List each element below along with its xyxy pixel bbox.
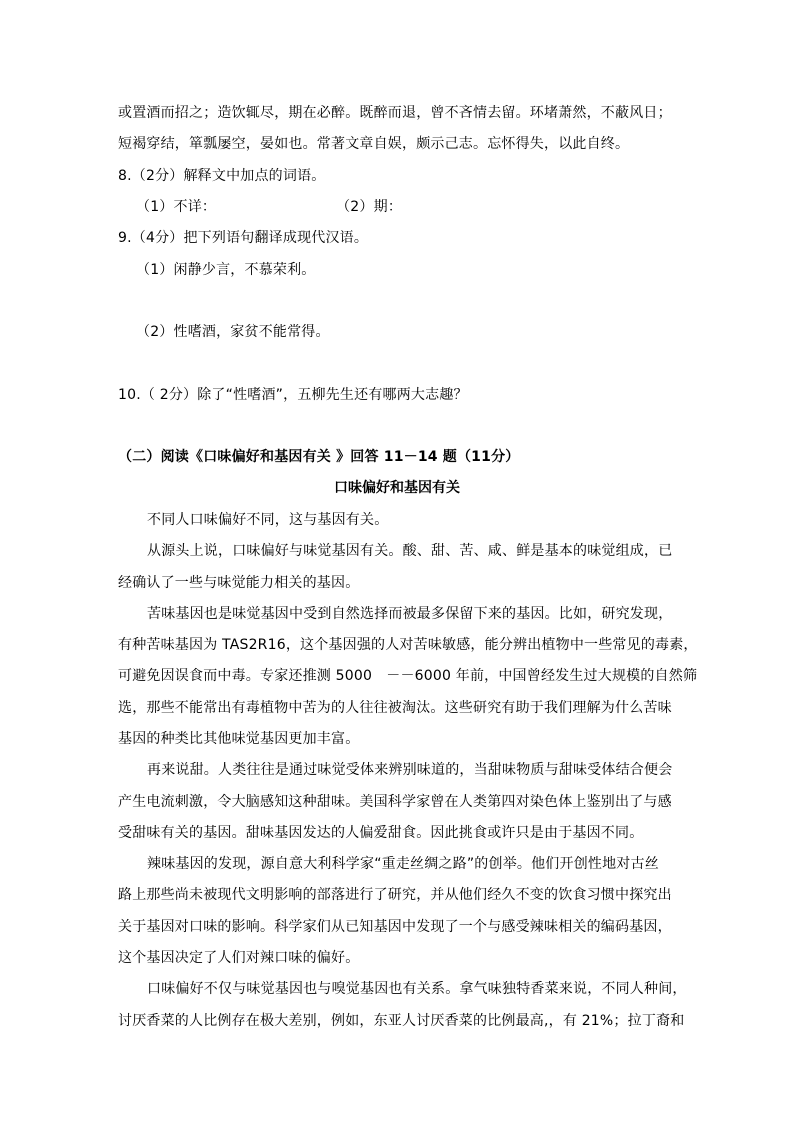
paragraph-2-line-2: 经确认了一些与味觉能力相关的基因。 <box>118 575 360 591</box>
paragraph-3-line-2: 有种苦味基因为 TAS2R16，这个基因强的人对苦味敏感，能分辨出植物中一些常见的毒素， <box>118 637 698 653</box>
question-9-item-1: （1）闲静少言，不慕荣利。 <box>136 262 316 278</box>
question-10-stem: 10.（ 2分）除了“性嗜酒”，五柳先生还有哪两大志趣？ <box>118 387 468 403</box>
paragraph-3-line-5: 基因的种类比其他味觉基因更加丰富。 <box>118 731 360 747</box>
paragraph-4-line-2: 产生电流刺激，令大脑感知这种甜味。美国科学家曾在人类第四对染色体上鉴别出了与感 <box>118 794 672 810</box>
question-8-items <box>136 197 402 217</box>
question-8-stem: 8.（2分）解释文中加点的词语。 <box>118 168 326 184</box>
paragraph-6-line-2: 讨厌香菜的人比例存在极大差别，例如，东亚人讨厌香菜的比例最高,，有 21%；拉丁裔和 <box>118 1013 685 1029</box>
question-9-item-2: （2）性嗜酒，家贫不能常得。 <box>136 324 330 340</box>
paragraph-4-line-1: 再来说甜。人类往往是通过味觉受体来辨别味道的，当甜味物质与甜味受体结合便会 <box>147 762 673 778</box>
paragraph-3-line-3: 可避免因误食而中毒。专家还推测 5000 －－6000 年前，中国曾经发生过大规模的自然筛 <box>118 668 698 684</box>
classical-text-line-2: 短褐穿结，箪瓢屡空，晏如也。常著文章自娱，颇示己志。忘怀得失，以此自终。 <box>118 136 630 152</box>
paragraph-5-line-2: 路上那些尚未被现代文明影响的部落进行了研究，并从他们经久不变的饮食习惯中探究出 <box>118 887 672 903</box>
paragraph-5-line-3: 关于基因对口味的影响。科学家们从已知基因中发现了一个与感受辣味相关的编码基因， <box>118 919 672 935</box>
paragraph-2-line-1: 从源头上说，口味偏好与味觉基因有关。酸、甜、苦、咸、鲜是基本的味觉组成，已 <box>147 543 673 559</box>
paragraph-5-line-4: 这个基因决定了人们对辣口味的偏好。 <box>118 950 360 966</box>
paragraph-5-line-1: 辣味基因的发现，源自意大利科学家“重走丝绸之路”的创举。他们开创性地对古丝 <box>147 856 659 872</box>
classical-text-line-1: 或置酒而招之；造饮辄尽，期在必醉。既醉而退，曾不吝情去留。环堵萧然，不蔽风日； <box>118 105 672 121</box>
paragraph-3-line-1: 苦味基因也是味觉基因中受到自然选择而被最多保留下来的基因。比如，研究发现， <box>147 606 673 622</box>
paragraph-6-line-1: 口味偏好不仅与味觉基因也与嗅觉基因也有关系。拿气味独特香菜来说，不同人种间， <box>147 981 687 997</box>
paragraph-3-line-4: 选，那些不能常出有毒植物中苦为的人往往被淘汰。这些研究有助于我们理解为什么苦味 <box>118 700 672 716</box>
section-2-heading: （二）阅读《口味偏好和基因有关 》回答 11－14 题（11分） <box>118 449 520 465</box>
paragraph-1: 不同人口味偏好不同，这与基因有关。 <box>147 512 389 528</box>
question-9-stem: 9.（4分）把下列语句翻译成现代汉语。 <box>118 230 369 246</box>
question-8-item-2: （2）期： <box>336 199 403 215</box>
article-title: 口味偏好和基因有关 <box>334 480 460 496</box>
question-8-item-1: （1）不详： <box>136 199 217 215</box>
paragraph-4-line-3: 受甜味有关的基因。甜味基因发达的人偏爱甜食。因此挑食或许只是由于基因不同。 <box>118 825 644 841</box>
